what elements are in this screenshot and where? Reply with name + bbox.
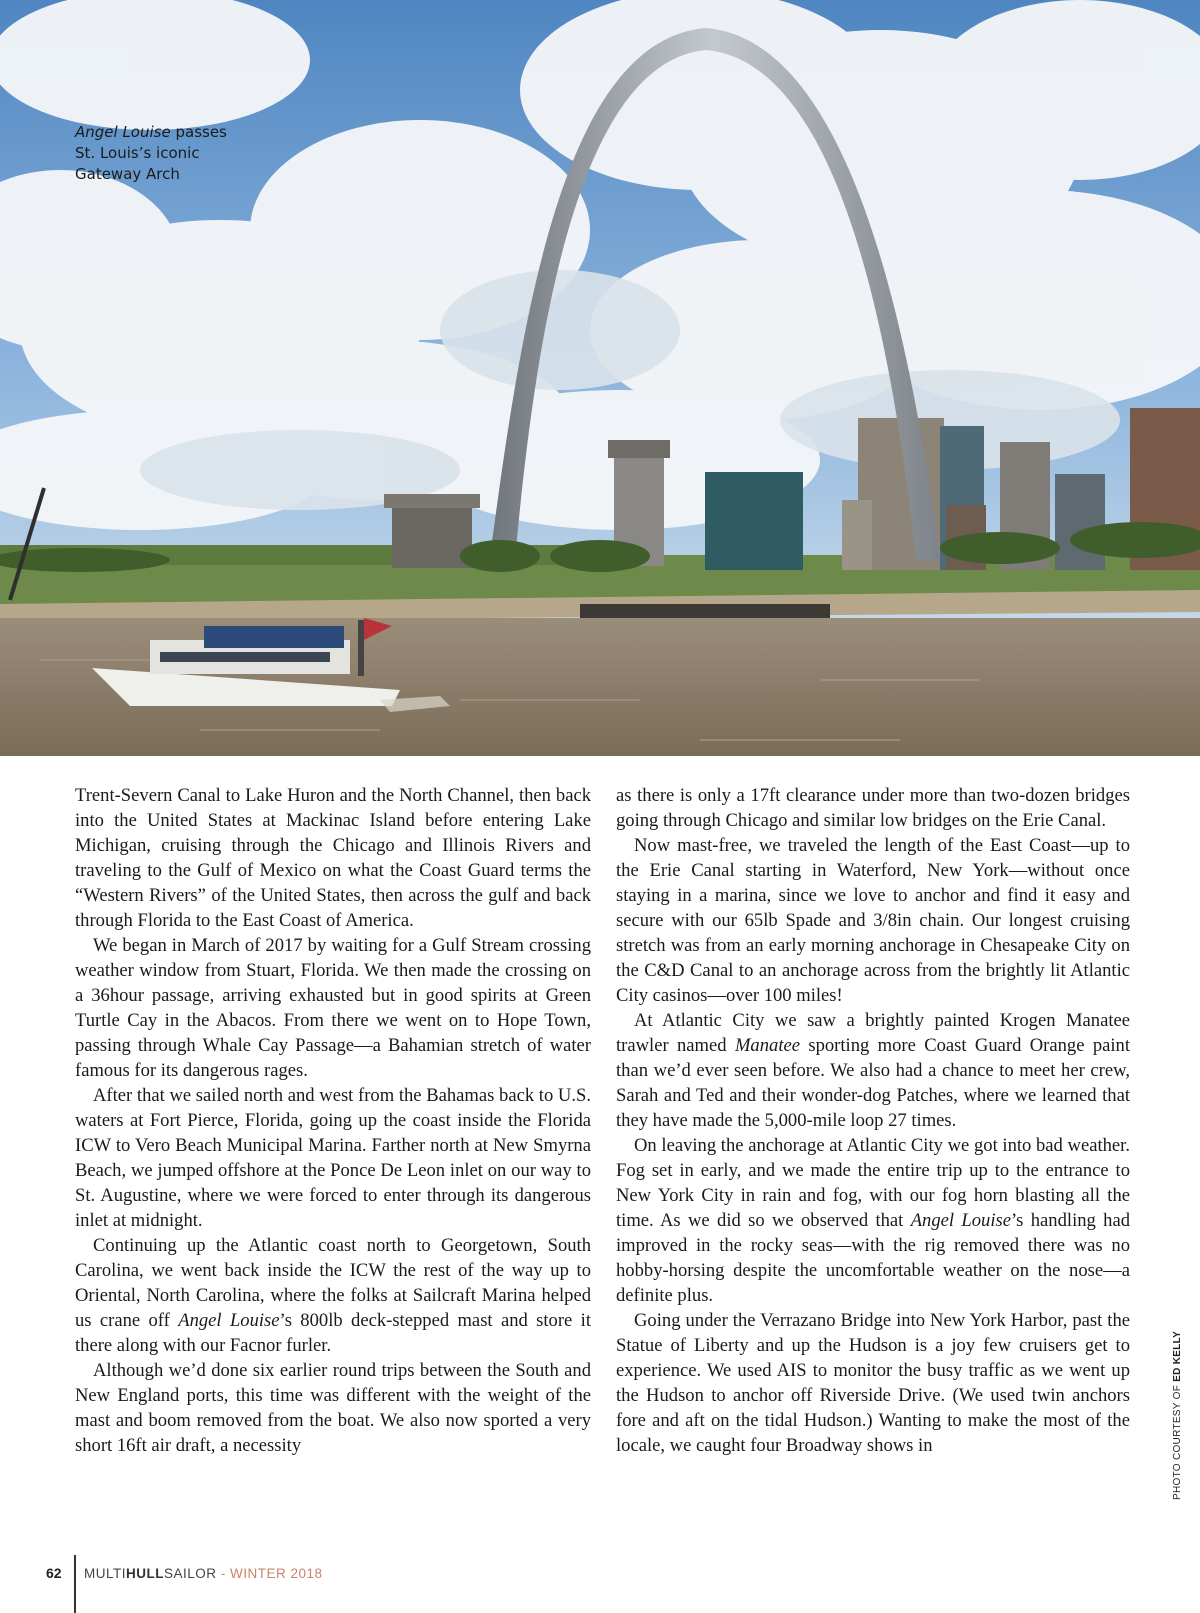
article-paragraph: [75, 1233, 591, 1358]
photo-caption: [75, 122, 227, 185]
gateway-arch-photo: [0, 0, 1200, 756]
article-paragraph: [616, 833, 1130, 1008]
text-run: sporting more Coast Guard Orange paint than we’d ever seen before. We also had a chance to meet her crew, Sarah and Ted and their wonder-dog Patches, where we learned that they have made the 5,000-mile loop 27 times.: [616, 1035, 1131, 1131]
photo-credit: [1172, 1331, 1183, 1500]
article-paragraph: [616, 1008, 1130, 1133]
article-paragraph: [616, 783, 1130, 833]
text-run: Although we’d done six earlier round trips between the South and New England ports, this time was different with the weight of the mast and boom removed from the boat. We also now sported a very short 16ft air draft, a necessity: [75, 1360, 591, 1456]
page-number: 62: [46, 1565, 62, 1581]
text-run: At Atlantic City we saw a brightly painted Krogen Manatee trawler named: [616, 1010, 1130, 1056]
text-run: ’s 800lb deck-stepped mast and store it there along with our Facnor furler.: [75, 1310, 591, 1356]
article-column-right: [616, 783, 1130, 1458]
article-paragraph: [75, 1358, 591, 1458]
issue-label: - WINTER 2018: [216, 1566, 323, 1581]
text-run: Going under the Verrazano Bridge into New York Harbor, past the Statue of Liberty and up the Hudson is a joy few cruisers get to experience. We used AIS to monitor the busy traffic as we went up the Hudson to anchor off Riverside Drive. (We used twin anchors fore and aft on the tidal Hudson.) Wanting to make the most of the locale, we caught four Broadway shows in: [616, 1310, 1130, 1456]
text-run: Trent-Severn Canal to Lake Huron and the North Channel, then back into the United States at Mackinac Island before entering Lake Michigan, cruising through the Chicago and Illinois Rivers and traveling to the Gulf of Mexico on what the Coast Guard terms the “Western Rivers” of the United States, then across the gulf and back through Florida to the East Coast of America.: [75, 785, 591, 931]
footer-divider: [74, 1555, 76, 1613]
text-run: On leaving the anchorage at Atlantic City we got into bad weather. Fog set in early, and we made the entire trip up to the entrance to New York City in rain and fog, with our fog horn blasting all the time. As we did so we observed that: [616, 1135, 1130, 1231]
caption-line: St. Louis’s iconic: [75, 144, 200, 162]
italic-run: Angel Louise: [178, 1310, 280, 1331]
article-paragraph: [75, 933, 591, 1083]
text-run: as there is only a 17ft clearance under more than two-dozen bridges going through Chicago and similar low bridges on the Erie Canal.: [616, 785, 1130, 831]
text-run: We began in March of 2017 by waiting for a Gulf Stream crossing weather window from Stuart, Florida. We then made the crossing on a 36hour passage, arriving exhausted but in good spirits at Green Turtle Cay in the Abacos. From there we went on to Hope Town, passing through Whale Cay Passage—a Bahamian stretch of water famous for its dangerous rages.: [75, 935, 591, 1081]
italic-run: Angel Louise: [910, 1210, 1012, 1231]
article-paragraph: [75, 1083, 591, 1233]
photo-credit-prefix: PHOTO COURTESY OF: [1172, 1381, 1183, 1500]
text-run: Now mast-free, we traveled the length of the East Coast—up to the Erie Canal starting in Waterford, New York—without once staying in a marina, since we love to anchor and find it easy and secure with our 65lb Spade and 3/8in chain. Our longest cruising stretch was from an early morning anchorage in Chesapeake City on the C&D Canal to an anchorage across from the brightly lit Atlantic City casinos—over 100 miles!: [616, 835, 1130, 1006]
magazine-title: [84, 1566, 323, 1581]
italic-run: Manatee: [734, 1035, 800, 1056]
caption-text: passes: [170, 123, 227, 141]
text-run: ’s handling had improved in the rocky seas—with the rig removed there was no hobby-horsing despite the uncomfortable weather on the nose—a definite plus.: [616, 1210, 1131, 1306]
caption-boat-name: Angel Louise: [75, 123, 171, 141]
magazine-title-sailor: SAILOR: [164, 1566, 217, 1581]
text-run: After that we sailed north and west from the Bahamas back to U.S. waters at Fort Pierce, Florida, going up the coast inside the Florida ICW to Vero Beach Municipal Marina. Farther north at New Smyrna Beach, we jumped offshore at the Ponce De Leon inlet on our way to St. Augustine, where we were forced to enter through its dangerous inlet at midnight.: [75, 1085, 591, 1231]
article-paragraph: [616, 1308, 1130, 1458]
text-run: Continuing up the Atlantic coast north to Georgetown, South Carolina, we went back inside the ICW the rest of the way up to Oriental, North Carolina, where the folks at Sailcraft Marina helped us crane off: [75, 1235, 591, 1331]
magazine-title-hull: HULL: [126, 1566, 164, 1581]
article-column-left: [75, 783, 591, 1458]
article-paragraph: [616, 1133, 1130, 1308]
article-paragraph: [75, 783, 591, 933]
photo-illustration: [0, 0, 1200, 756]
magazine-title-multi: MULTI: [84, 1566, 126, 1581]
photo-credit-name: ED KELLY: [1172, 1330, 1183, 1382]
caption-line: Gateway Arch: [75, 165, 180, 183]
